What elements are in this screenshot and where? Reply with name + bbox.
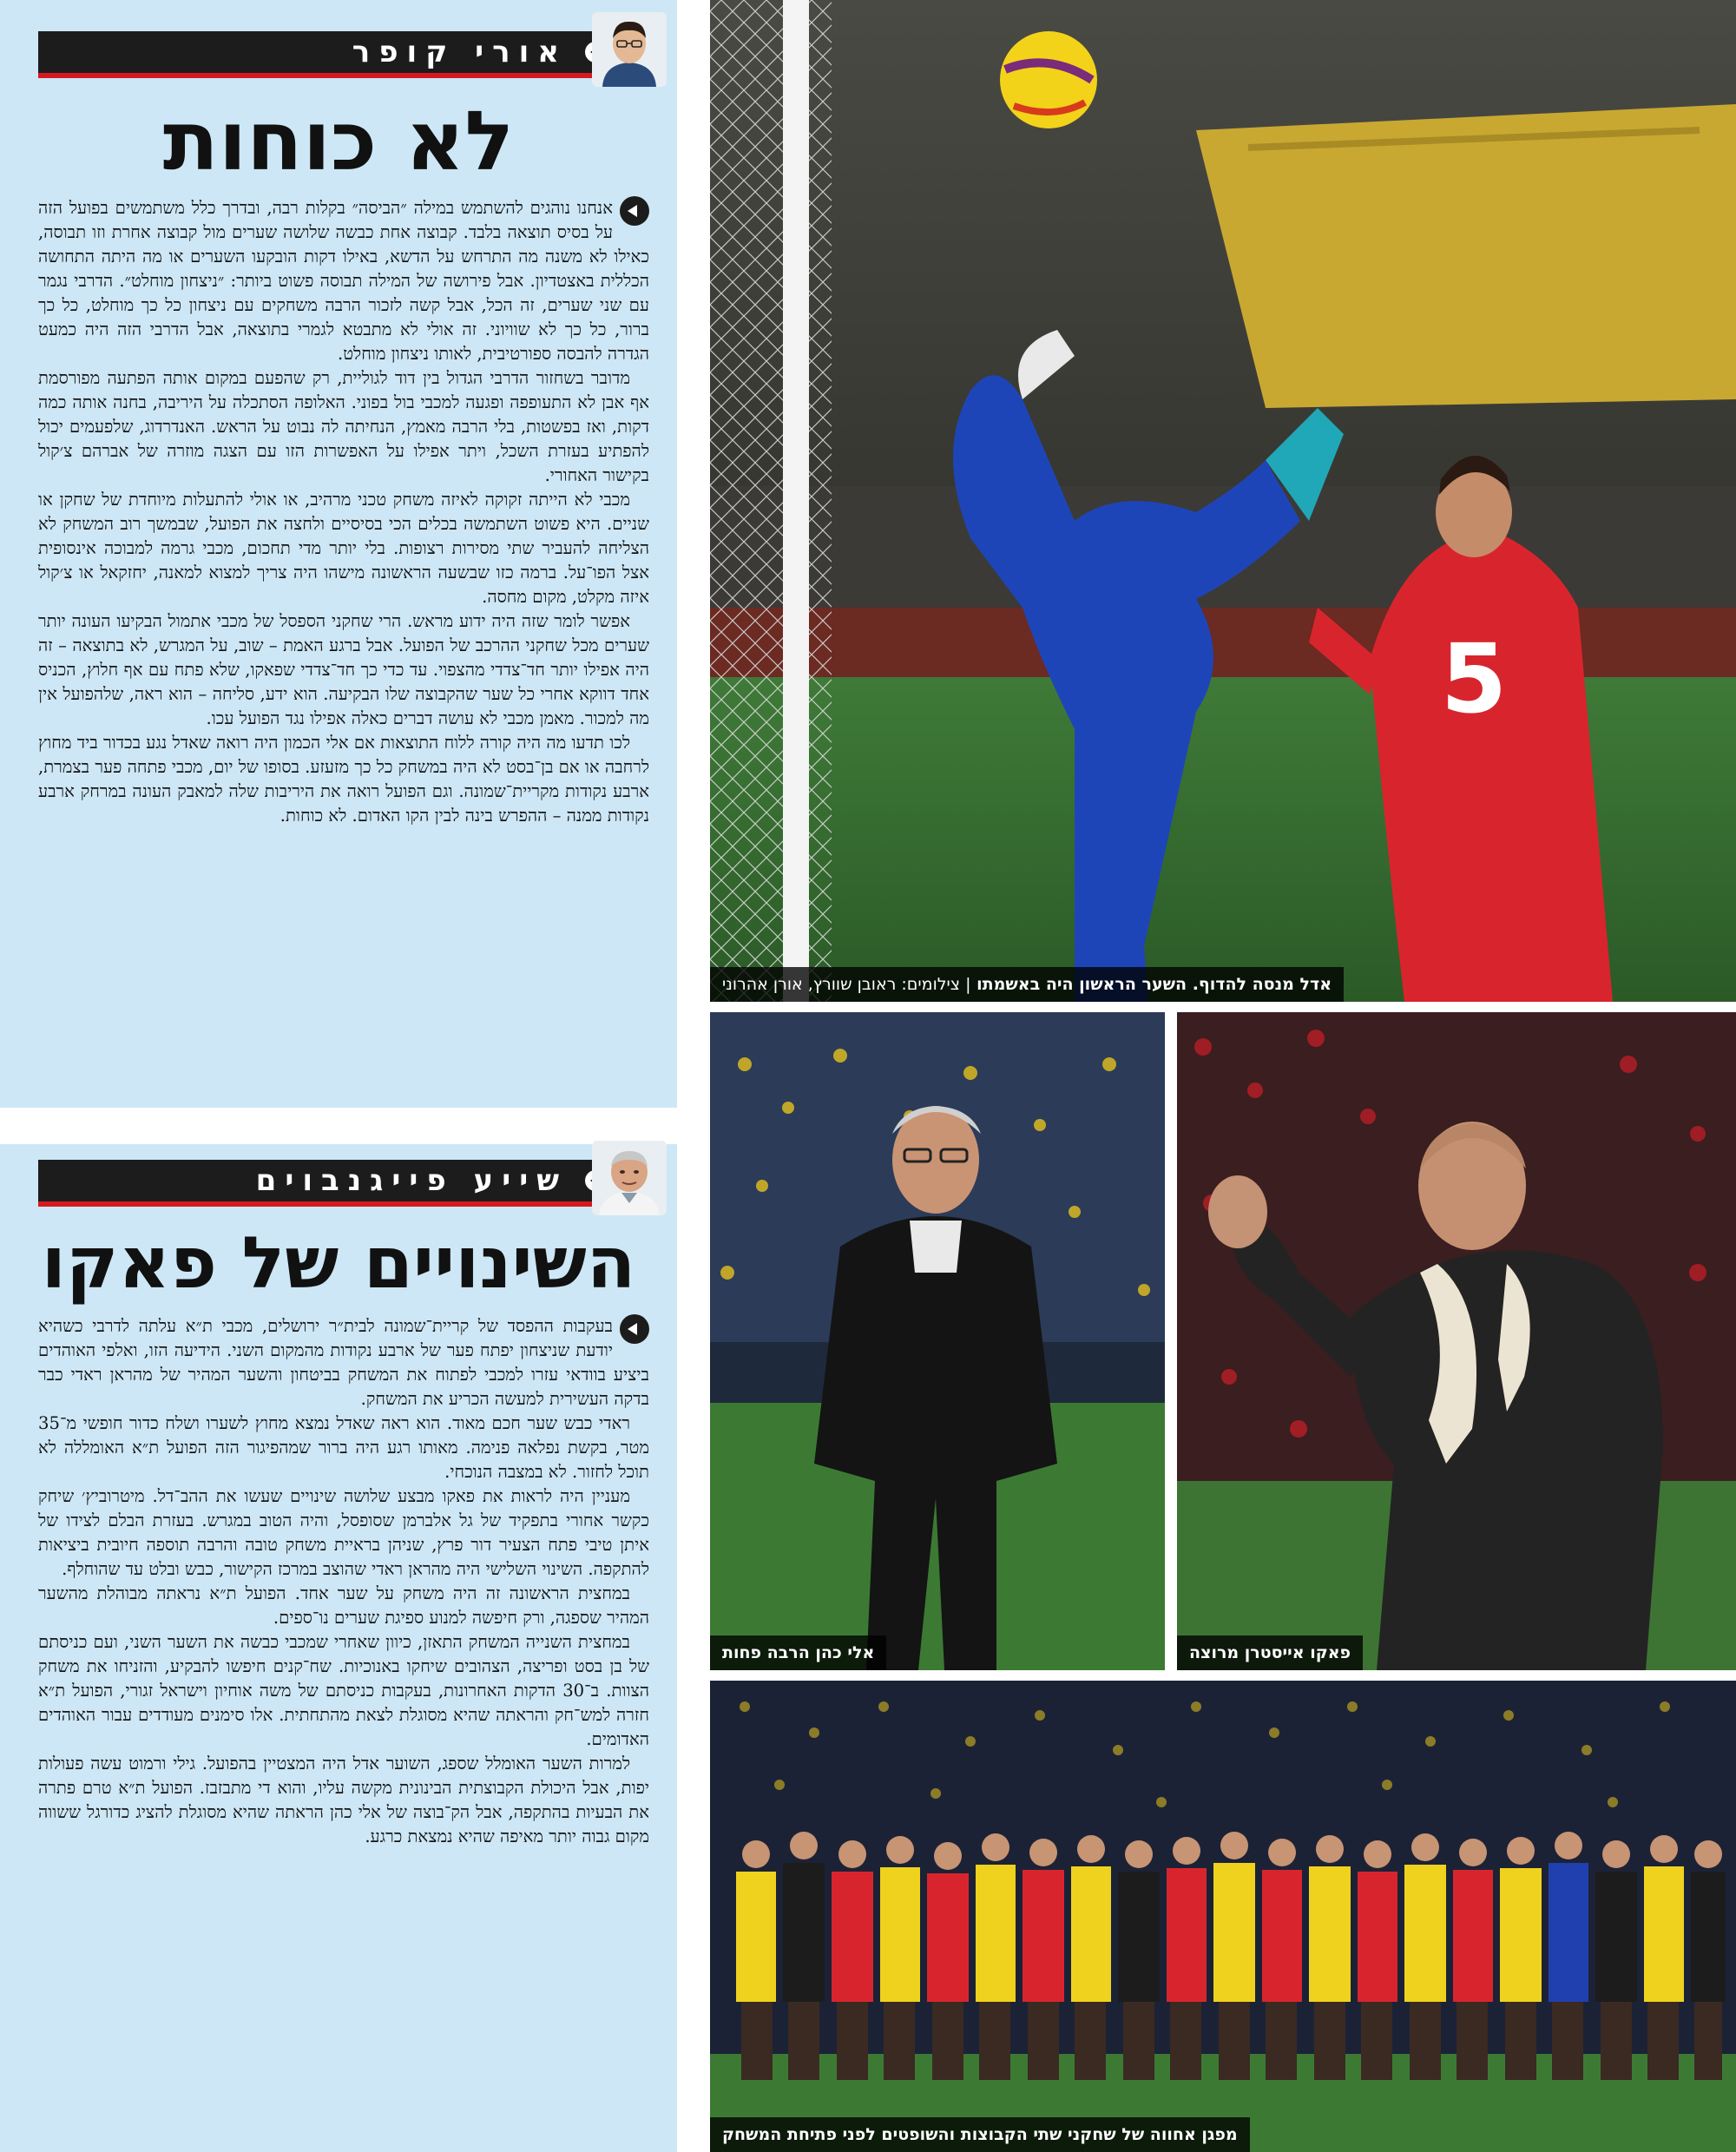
shirt-number: 5: [1440, 623, 1508, 734]
paragraph: ראדי כבש שער חכם מאוד. הוא ראה שאדל נמצא מחוץ לשערו ושלח כדור חופשי מ־35 מטר, בקשת נפלאה פנימה. מאותו רגע היה ברור שמהפיגור הזה הפועל ת״א האומללה לא תוכל לחזור. לא במצבה הנוכחי.: [38, 1413, 649, 1482]
caption-text: מפגן אחווה של שחקני שתי הקבוצות והשופטים לפני פתיחת המשחק: [722, 2125, 1238, 2144]
photo-caption-paco: [1177, 1635, 1363, 1670]
column-opinion-2: [0, 1144, 677, 2152]
photo-caption-lineup: [710, 2117, 1250, 2152]
photo-credit: | צילומים: ראובן שוורץ, אורן אהרוני: [722, 975, 971, 994]
author-bar-1: [38, 31, 646, 78]
paragraph: אפשר לומר שזה היה ידוע מראש. הרי שחקני הספסל של מכבי אתמול הבקיעו העונה יותר שערים מכל שחקני ההרכב של הפועל. אבל ברגע האמת – שוב, על המגרש, לא בתוצאה – זה היה אפילו יותר חד־צדדי מהצפוי. עד כדי כך חד־צדדי שפאקו, שלא פתח עם אף חלוץ, הכניס אחד דווקא אחרי כל שער שהקבוצה שלו הבקיעה. הוא ידע, סליחה – הוא ראה, שלהפועל אין מה למכור. מאמן מכבי לא עושה דברים כאלה אפילו נגד הפועל עכו.: [38, 611, 649, 728]
author-name-1: אורי קופר: [352, 35, 568, 69]
paragraph: מדובר בשחזור הדרבי הגדול בין דוד לגוליית, רק שהפעם במקום אותה הפתעה מפורסמת אף אבן לא התעופפה ופגעה למכבי בול בפוני. האלופה הסתכלה על היריבה, בחנה אותה כמה דקות, ואז בפשטות, בלי הרבה מאמץ, הנחיתה לה נבוט על הראש. האנדרדוג, שלפעמים יכול להפתיע בעזרת השכל, ויתר אפילו על האפשרות הזו עם הצגה מוזרה של אברהם צ׳קול בקישור האחורי.: [38, 368, 649, 485]
headline-1: לא כוחות: [162, 95, 515, 189]
photo-goalkeeper-save: [710, 0, 1736, 1002]
photo-caption-eli-cohen: [710, 1635, 886, 1670]
caption-text: אדל מנסה להדוף. השער הראשון היה באשמתו: [976, 975, 1332, 994]
article-body-1: [38, 196, 649, 828]
author-name-2: שייע פייגנבוים: [255, 1163, 568, 1198]
paragraph: במחצית השנייה המשחק התאזן, כיוון שאחרי שמכבי כבשה את השער השני, ועם כניסתם של בן בסט ופריצה, הצהובים שיחקו באנוכיות. שח־קנים חיפשו להבקיע, והזניחו את משחק הצוות. ב־30 הדקות האחרונות, בעקבות כניסתם של משה אוחיון וישראל זגורי, הפועל ת״א חזרה למש־חק והראתה שהיא מסוגלת לצאת מהתחתית. אלו סימנים מעודדים עבור האוהדים האדומים.: [38, 1632, 649, 1749]
paragraph: למרות השער האומלל שספג, השוער אדל היה המצטיין בהפועל. גילי ורמוט עשה פעולות יפות, אבל היכולת הקבוצתית הבינונית מקשה עליו, והוא די מתבזבז. הפועל ת״א טרם פתרה את הבעיות בהתקפה, אבל הק־בוצה של אלי כהן הראתה שהיא מסוגלת להציג כדורגל ששווה מקום גבוה יותר מאיפה שהיא נמצאת כרגע.: [38, 1754, 649, 1846]
caption-text: אלי כהן הרבה פחות: [722, 1643, 875, 1662]
article-start-arrow-icon: [620, 196, 649, 226]
photo-coach-eli-cohen: [710, 1012, 1165, 1670]
paragraph: בעקבות ההפסד של קריית־שמונה לבית״ר ירושלים, מכבי ת״א עלתה לדרבי כשהיא יודעת שניצחון יפתח פער של ארבע נקודות מהמקום השני. הידיעה הזו, ואלפי האוהדים ביציע בוודאי עזרו למכבי לפתוח את המשחק בביטחון והשער המהיר של מהראן ראדי כבר בדקה העשירית למעשה הכריע את המשחק.: [38, 1316, 649, 1409]
photo-coach-paco: [1177, 1012, 1736, 1670]
article-start-arrow-icon: [620, 1314, 649, 1344]
lineup-players: [736, 1863, 1726, 2002]
paragraph: מכבי לא הייתה זקוקה לאיזה משחק טכני מרהיב, או אולי להתעלות מיוחדת של שחקן או שניים. היא פשוט השתמשה בכלים הכי בסיסיים ולחצה את הפועל, שבמשך רוב המשחק לא הצליחה להעביר שתי מסירות רצופות. בלי יותר מדי תחכום, מכבי גרמה למבוכה אינסופית אצל הפו־על. ברמה כזו שבשעה הראשונה מישהו היה צריך למצוא למאנה, יחזקאל או צ׳קול איזה מקלט, מקום מחסה.: [38, 490, 650, 607]
author-photo-1: [592, 12, 667, 87]
author-photo-2: [592, 1141, 667, 1215]
author-bar-2: [38, 1160, 646, 1207]
photo-teams-lineup: [710, 1681, 1736, 2152]
paragraph: מעניין היה לראות את פאקו מבצע שלושה שינויים שעשו את ההב־דל. מיטרוביץ׳ שיחק כקשר אחורי בתפקיד של גל אלברמן שסופסל, והיה הטוב במגרש. בעזרת הבלם לצידו של איתן טיבי פתח הצעיר דור פרץ, שניהן בראיית משחק טובה והרבה תוספה חיובית ביציאות להתקפה. השינוי השלישי היה מהראן ראדי שהוצב במרכז הקישור, כבש ובלט עד שהוחלף.: [38, 1486, 649, 1579]
headline-2: השינויים של פאקו: [41, 1222, 636, 1305]
photo-caption-main: [710, 967, 1344, 1002]
article-body-2: [38, 1314, 649, 1849]
paragraph: לכו תדעו מה היה קורה ללוח התוצאות אם אלי הכמון היה רואה שאדל נגע בכדור ביד מחוץ לרחבה או אם בן־בסט לא היה במשחק כל כך מזעזע. בסופו של יום, מכבי פתחה פער בצמרת, ארבע נקודות מקריית־שמונה. וגם הפועל רואה את היריבות שלה למאבק העונה במרחק ארבע נקודות ממנה – ההפרש בינה לבין הקו האדום. לא כוחות.: [38, 733, 649, 826]
caption-text: פאקו אייסטרן מרוצה: [1189, 1643, 1351, 1662]
paragraph: אנחנו נוהגים להשתמש במילה ״הביסה״ בקלות רבה, ובדרך כלל משתמשים בפועל הזה על בסיס תוצאה בלבד. קבוצה אחת כבשה שלושה שערים מול קבוצה אחרת וזו תבוסה, כאילו לא משנה מה התרחש על הדשא, באילו דקות הובקעו השערים או מה היתה התחושה הכללית באצטדיון. אבל פירושה של המילה תבוסה פשוט ביותר: ״ניצחון מוחלט״. הדרבי נגמר עם שני שערים, זה הכל, אבל קשה לזכור הרבה משחקים עם ניצחון כל כך מוחלט, כל כך ברור, כל כך לא שוויוני. זה אולי לא מתבטא לגמרי בתוצאה, אבל הדרבי הזה היה כמעט הגדרה להבסה ספורטיבית, לאותו ניצחון מוחלט.: [38, 198, 649, 364]
paragraph: במחצית הראשונה זה היה משחק על שער אחד. הפועל ת״א נראתה מבוהלת מהשער המהיר שספגה, ורק חיפשה למנוע ספיגת שערים נו־ספים.: [38, 1583, 649, 1628]
column-opinion-1: [0, 0, 677, 1108]
